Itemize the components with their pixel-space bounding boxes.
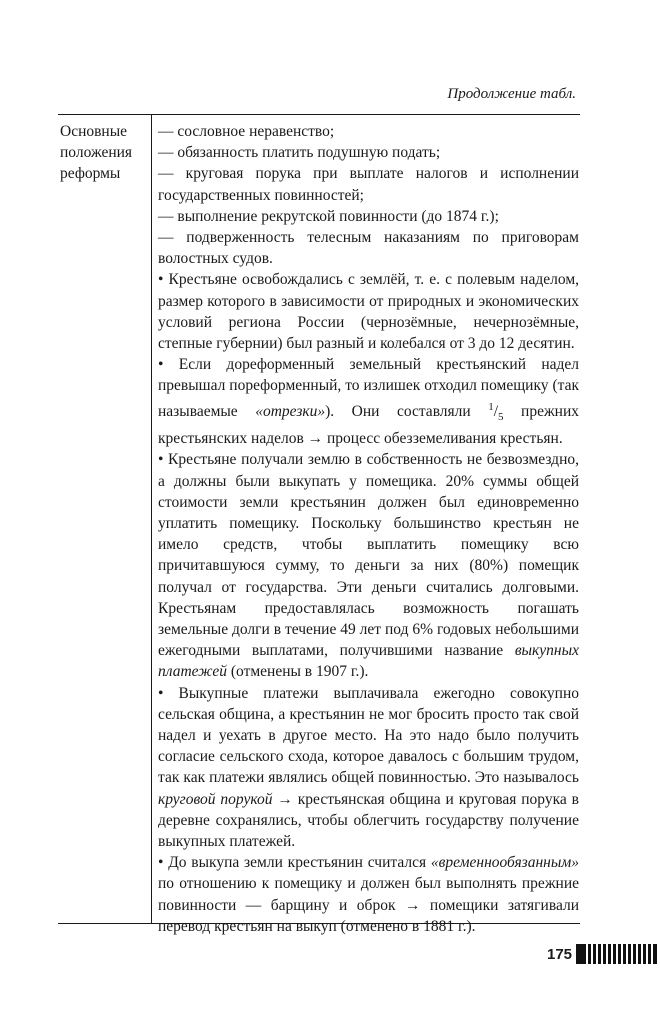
- bullet-redemption: [158, 449, 579, 682]
- bullet-text: (отменены в 1907 г.).: [226, 663, 369, 681]
- fraction-denominator: 5: [498, 410, 504, 423]
- term-redemption-payments: выкупных платежей: [158, 642, 579, 681]
- fraction-numerator: 1: [488, 400, 494, 413]
- bullet-text: • До выкупа земли крестьянин считался: [158, 854, 431, 872]
- bullet-land-allotment: • Крестьяне освобождались с землёй, т. е. с полевым наделом, размер которого в зависимости от природных и экономических условий региона России (чернозёмные, нечернозёмные, степные губернии) был разный и колебался от 3 до 12 десятин.: [158, 271, 579, 353]
- reform-table: [58, 114, 580, 935]
- bullet-temporarily-obliged: [158, 852, 579, 937]
- column-divider: [151, 115, 152, 923]
- dash-item: — выполнение рекрутской повинности (до 1874 г.);: [158, 207, 499, 225]
- table-continuation-caption: Продолжение табл.: [447, 86, 576, 102]
- bullet-text: → крестьянская община и круговая порука в деревне сохранялись, чтобы облегчить государству получение выкупных платежей.: [158, 790, 579, 850]
- dash-item: — круговая порука при выплате налогов и исполнении государственных повинностей;: [158, 165, 579, 204]
- row-header-cell: Основные положения реформы: [60, 123, 133, 183]
- bullet-text: прежних крестьянских наделов → процесс обезземеливания крестьян.: [158, 402, 579, 448]
- fraction: $^1/_5$: [488, 400, 504, 423]
- term-otrezki: «отрезки»: [255, 402, 326, 420]
- bullet-community: [158, 683, 579, 853]
- term-temporarily-obliged: «временнообязанным»: [430, 854, 579, 872]
- term-mutual-guarantee: круговой порукой: [158, 790, 273, 808]
- dash-item: — подверженность телесным наказаниям по приговорам волостных судов.: [158, 229, 579, 268]
- bullet-text: • Выкупные платежи выплачивала ежегодно совокупно сельская община, а крестьянин не мог бросить просто так свой надел и уехать в другое место. На это надо было получить согласие сельского схода, которое давалось с большим трудом, так как платежи являлись общей повинностью. Это называлось: [158, 684, 579, 787]
- bullet-text: ). Они составляли: [325, 402, 489, 420]
- bullet-text: • Если дореформенный земельный крестьянский надел превышал пореформенный, то излишек отходил помещику (так называемые: [158, 356, 579, 420]
- bullet-otrezki: [158, 354, 579, 449]
- dash-item: — обязанность платить подушную подать;: [158, 144, 441, 162]
- page-edge-marker: [576, 944, 660, 964]
- bullet-text: по отношению к помещику и должен был выполнять прежние повинности — барщину и оброк → помещики затягивали перевод крестьян на выкуп (отменено в 1881 г.).: [158, 875, 579, 935]
- page-number: 175: [547, 946, 573, 963]
- bullet-text: • Крестьяне получали землю в собственность не безвозмездно, а должны были выкупать у помещика. 20% суммы общей стоимости земли крестьянин должен был единовременно уплатить помещику. Поскольку большинство крестьян не имело средств, чтобы выплатить помещику всю причитавшуюся сумму, то деньги за них (80%) помещик получал от государства. Эти деньги считались долговыми. Крестьянам предоставлялась возможность погашать земельные долги в течение 49 лет под 6% годовых небольшими ежегодными выплатами, получившими название: [158, 451, 579, 660]
- row-content-cell: [158, 121, 579, 937]
- dash-item: — сословное неравенство;: [158, 123, 335, 140]
